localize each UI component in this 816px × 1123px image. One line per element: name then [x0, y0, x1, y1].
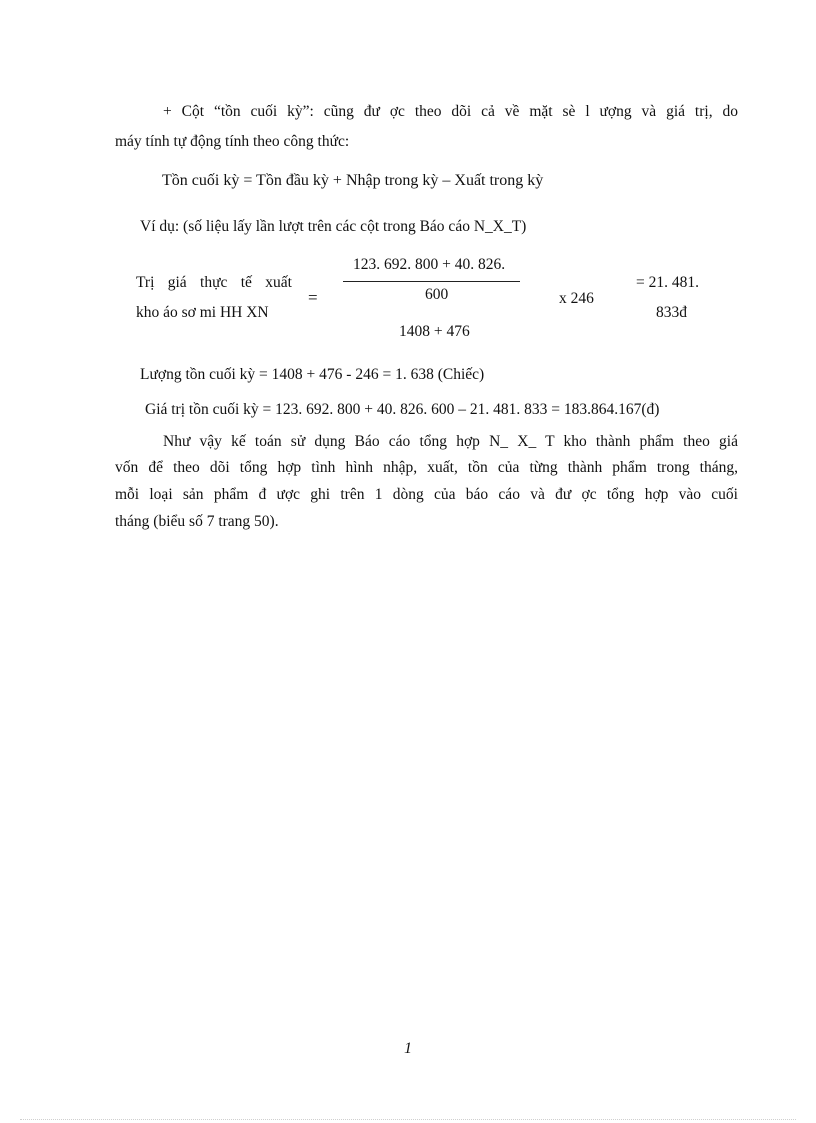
fraction-bar	[343, 281, 520, 282]
closing-value-line: Giá trị tồn cuối kỳ = 123. 692. 800 + 40. 826. 600 – 21. 481. 833 = 183.864.167(đ)	[145, 401, 660, 418]
calc-label-line2: kho áo sơ mi HH XN	[136, 304, 269, 321]
page-bottom-divider	[20, 1119, 796, 1120]
closing-quantity-line: Lượng tồn cuối kỳ = 1408 + 476 - 246 = 1. 638 (Chiếc)	[140, 366, 485, 383]
calc-result-line1: = 21. 481.	[636, 274, 699, 291]
calc-denominator: 1408 + 476	[399, 323, 470, 340]
calc-label-line1: Trị giá thực tế xuất	[136, 274, 292, 291]
calc-numerator: 123. 692. 800 + 40. 826.	[353, 256, 506, 273]
page-number: 1	[404, 1040, 412, 1057]
paragraph2-line2: vốn để theo dõi tổng hợp tình hình nhập, xuất, tồn của từng thành phẩm trong tháng,	[115, 459, 738, 476]
example-intro: Ví dụ: (số liệu lấy lần lượt trên các cột trong Báo cáo N_X_T)	[140, 218, 527, 235]
main-formula: Tồn cuối kỳ = Tồn đầu kỳ + Nhập trong kỳ – Xuất trong kỳ	[162, 172, 544, 189]
paragraph2-line1: Như vậy kế toán sử dụng Báo cáo tổng hợp N_ X_ T kho thành phẩm theo giá	[163, 433, 738, 450]
paragraph1-line2: máy tính tự động tính theo công thức:	[115, 133, 350, 150]
paragraph1-line1: + Cột “tồn cuối kỳ”: cũng đư ợc theo dõi cả về mặt sè l ượng và giá trị, do	[163, 103, 738, 120]
calc-multiplier: x 246	[559, 290, 594, 307]
paragraph2-line4: tháng (biểu số 7 trang 50).	[115, 513, 279, 530]
calc-numerator-continued: 600	[425, 286, 449, 303]
calc-equals-sign: =	[308, 288, 318, 307]
calc-result-line2: 833đ	[656, 304, 687, 321]
paragraph2-line3: mỗi loại sản phẩm đ ược ghi trên 1 dòng của báo cáo và đư ợc tổng hợp vào cuối	[115, 486, 738, 503]
